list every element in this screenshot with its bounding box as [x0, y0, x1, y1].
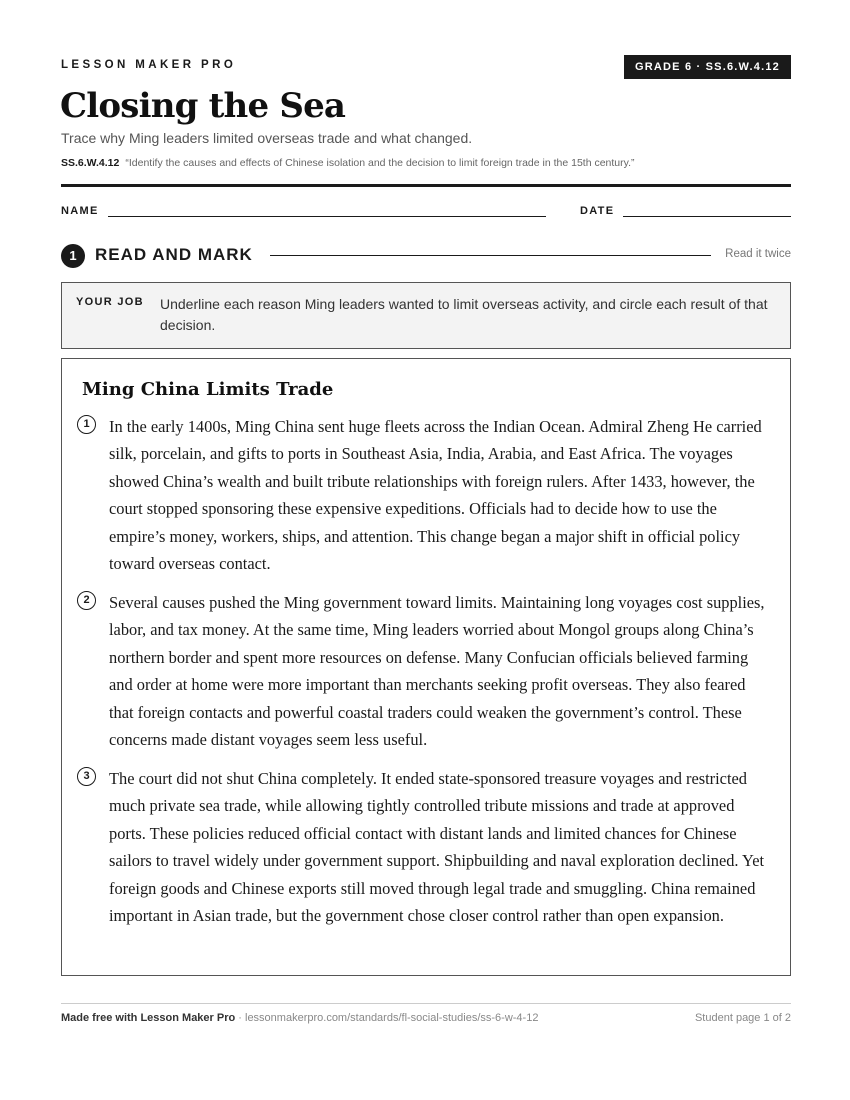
name-field[interactable] [61, 205, 546, 219]
grade-standard-badge: GRADE 6 · SS.6.W.4.12 [624, 55, 791, 79]
section-title: READ AND MARK [95, 245, 253, 264]
date-label: DATE [580, 205, 615, 217]
name-label: NAME [61, 205, 99, 217]
footer-divider [61, 1003, 791, 1004]
section-divider [270, 255, 711, 256]
date-line[interactable] [623, 216, 791, 217]
section-note: Read it twice [725, 248, 791, 260]
worksheet-title: Closing the Sea [60, 86, 346, 126]
passage-paragraph: Several causes pushed the Ming government toward limits. Maintaining long voyages cost supplies, labor, and tax money. At the same time, Ming leaders worried about Mongol groups along China’s northern border and spent more resources on defense. Many Confucian officials believed farming and order at home were more important than merchants seeking profit overseas. They also feared that foreign contacts and powerful coastal traders could weaken the government’s control. These concerns made distant voyages seem less useful. [109, 593, 765, 750]
worksheet-subtitle: Trace why Ming leaders limited overseas trade and what changed. [61, 130, 473, 146]
reading-passage [61, 358, 791, 976]
instructions-text: Underline each reason Ming leaders wanted to limit overseas activity, and circle each result of that decision. [160, 296, 768, 333]
section-heading [61, 244, 791, 268]
passage-paragraph: The court did not shut China completely. It ended state-sponsored treasure voyages and restricted much private sea trade, while allowing tightly controlled tribute missions and trade at approved ports. These policies reduced official contact with distant lands and limited chances for Chinese sailors to travel widely under government support. Shipbuilding and naval exploration declined. Yet foreign goods and Chinese exports still moved through legal trade and smuggling. China remained important in Asian trade, but the government chose closer control rather than open expansion. [109, 769, 765, 926]
footer-credit [61, 1012, 538, 1024]
date-field[interactable] [580, 205, 791, 219]
worksheet-header [61, 55, 791, 79]
instructions-label: YOUR JOB [76, 296, 144, 308]
paragraph-number: 3 [77, 767, 96, 786]
instructions-box [61, 282, 791, 349]
standard-code: SS.6.W.4.12 [61, 157, 120, 169]
footer-url[interactable]: lessonmakerpro.com/standards/fl-social-studies/ss-6-w-4-12 [245, 1012, 539, 1024]
standard-description [61, 157, 635, 169]
step-number-badge: 1 [61, 244, 85, 268]
name-line[interactable] [108, 216, 546, 217]
passage-title: Ming China Limits Trade [82, 379, 334, 400]
header-divider [61, 184, 791, 187]
page-indicator: Student page 1 of 2 [694, 1012, 791, 1024]
brand-name: LESSON MAKER PRO [61, 59, 237, 71]
paragraph-number: 2 [77, 591, 96, 610]
footer-brand: Made free with Lesson Maker Pro [61, 1012, 236, 1024]
footer-separator: · [235, 1012, 245, 1024]
paragraph-number: 1 [77, 415, 96, 434]
standard-text: “Identify the causes and effects of Chinese isolation and the decision to limit foreign trade in the 15th century.” [125, 157, 635, 169]
passage-paragraph: In the early 1400s, Ming China sent huge fleets across the Indian Ocean. Admiral Zheng He carried silk, porcelain, and gifts to ports in Southeast Asia, India, Arabia, and East Africa. The voyages showed China’s wealth and built tribute relationships with foreign rulers. After 1433, however, the court stopped sponsoring these expensive expeditions. Officials had to decide how to use the empire’s money, workers, ships, and attention. This change began a major shift in official policy toward overseas contact. [109, 417, 762, 574]
